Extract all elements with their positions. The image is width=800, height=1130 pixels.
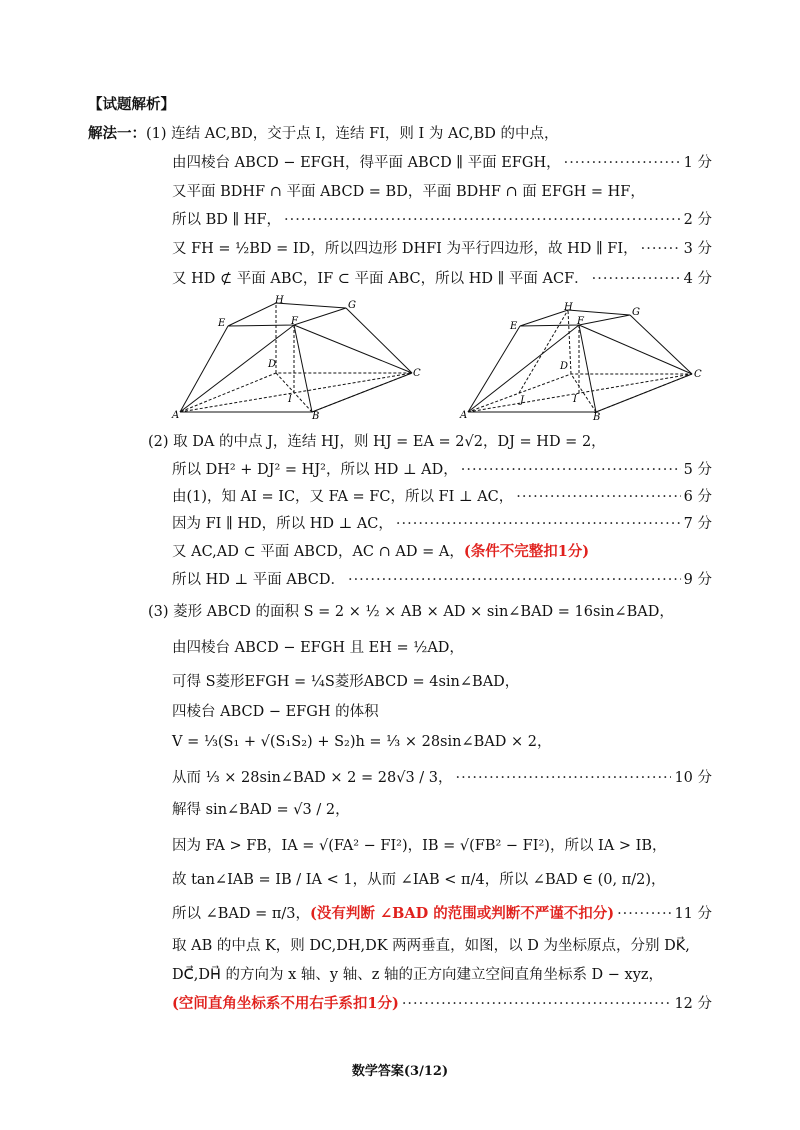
part2-step-1: [172, 460, 712, 480]
part1-lead-line: [88, 124, 559, 144]
step-text: 又平面 BDHF ∩ 平面 ABCD = BD，平面 BDHF ∩ 面 EFGH = HF，: [172, 184, 645, 200]
step-text: 又 HD ⊄ 平面 ABC，IF ⊂ 平面 ABC，所以 HD ∥ 平面 ACF．: [172, 271, 589, 287]
label-D: D: [560, 361, 569, 372]
step-text: 所以 DH² + DJ² = HJ²，所以 HD ⊥ AD，: [172, 462, 458, 478]
part3-line: 故 tan∠IAB = IB / IA < 1，从而 ∠IAB < π/4，所以 ∠BAD ∈ (0, π/2)，: [172, 872, 666, 888]
step-points: 7 分: [683, 516, 712, 532]
part1-step-2: [172, 182, 712, 202]
leader-dots: [461, 460, 681, 480]
part3-line: 可得 S菱形EFGH = ¼S菱形ABCD = 4sin∠BAD，: [172, 674, 520, 690]
part2-condition: [172, 542, 712, 562]
label-I: I: [288, 394, 292, 405]
step-points: 1 分: [683, 155, 712, 171]
label-E: E: [218, 318, 226, 329]
label-D: D: [268, 359, 277, 370]
part1-step-3: [172, 210, 712, 230]
step-note: (没有判断 ∠BAD 的范围或判断不严谨不扣分): [310, 905, 615, 922]
part1-step-5: [172, 269, 712, 289]
label-F: F: [577, 316, 584, 327]
part2-step-last: [172, 570, 712, 590]
step-text: 所以 HD ⊥ 平面 ABCD．: [172, 572, 345, 588]
label-B: B: [312, 411, 320, 422]
step-note: (空间直角坐标系不用右手系扣1分): [172, 995, 399, 1012]
part3-step-10: [172, 768, 712, 788]
label-I: I: [573, 394, 577, 405]
part3-step-12: [172, 994, 712, 1014]
leader-dots: [348, 570, 681, 590]
frustum-figure-2: [458, 295, 718, 423]
part2-step-2: [172, 487, 712, 507]
leader-dots: [402, 994, 672, 1014]
method-label: 解法一：: [88, 125, 146, 142]
leader-dots: [564, 153, 681, 173]
label-C: C: [413, 368, 421, 379]
step-text: 因为 FI ∥ HD，所以 HD ⊥ AC，: [172, 516, 393, 532]
label-H: H: [275, 295, 284, 306]
part3-line: 取 AB 的中点 K，则 DC,DH,DK 两两垂直，如图，以 D 为坐标原点，分别 DK⃗,: [172, 938, 690, 954]
step-points: 4 分: [683, 271, 712, 287]
part1-step-1: [172, 153, 712, 173]
label-C: C: [694, 369, 702, 380]
label-H: H: [564, 302, 573, 313]
step-points: 5 分: [683, 462, 712, 478]
step-points: 2 分: [683, 212, 712, 228]
condition-note: (条件不完整扣1分): [463, 543, 590, 560]
step-text: 由(1)，知 AI = IC，又 FA = FC，所以 FI ⊥ AC，: [172, 489, 514, 505]
leader-dots: [617, 904, 671, 924]
part3-line: DC⃗,DH⃗ 的方向为 x 轴、y 轴、z 轴的正方向建立空间直角坐标系 D − xyz，: [172, 967, 664, 983]
part1-step-4: [172, 239, 712, 259]
step-points: 11 分: [674, 906, 712, 922]
step-text: 所以 BD ∥ HF，: [172, 212, 282, 228]
step-text: 由四棱台 ABCD − EFGH，得平面 ABCD ∥ 平面 EFGH，: [172, 155, 561, 171]
step-points: 12 分: [674, 996, 712, 1012]
leader-dots: [516, 487, 680, 507]
leader-dots: [396, 514, 681, 534]
section-title: 【试题解析】: [88, 96, 175, 113]
leader-dots: [641, 239, 681, 259]
step-points: 10 分: [674, 770, 712, 786]
step-text: 又 FH = ½BD = ID，所以四边形 DHFI 为平行四边形，故 HD ∥ FI，: [172, 241, 638, 257]
label-J: J: [520, 395, 525, 406]
label-A: A: [460, 410, 468, 421]
leader-dots: [592, 269, 681, 289]
step-points: 9 分: [683, 572, 712, 588]
condition-text: 又 AC,AD ⊂ 平面 ABCD，AC ∩ AD = A，: [172, 544, 464, 560]
step-text: 所以 ∠BAD = π/3，: [172, 906, 311, 922]
part3-line: V = ⅓(S₁ + √(S₁S₂) + S₂)h = ⅓ × 28sin∠BAD × 2，: [172, 734, 552, 750]
frustum-figure-1: [170, 295, 430, 423]
part2-step-3: [172, 514, 712, 534]
label-F: F: [291, 316, 298, 327]
part3-line: 因为 FA > FB，IA = √(FA² − FI²)，IB = √(FB² − FI²)，所以 IA > IB，: [172, 838, 667, 854]
part3-line: 解得 sin∠BAD = √3 / 2，: [172, 802, 350, 818]
page-footer: 数学答案(3/12): [351, 1064, 449, 1079]
label-G: G: [348, 300, 356, 311]
part3-line: 四棱台 ABCD − EFGH 的体积: [172, 704, 379, 720]
leader-dots: [284, 210, 681, 230]
label-E: E: [510, 321, 518, 332]
part3-lead: (3) 菱形 ABCD 的面积 S = 2 × ½ × AB × AD × sin∠BAD = 16sin∠BAD，: [148, 604, 674, 620]
label-G: G: [632, 307, 640, 318]
label-A: A: [172, 410, 180, 421]
step-points: 3 分: [683, 241, 712, 257]
leader-dots: [456, 768, 672, 788]
label-B: B: [593, 412, 601, 423]
step-points: 6 分: [683, 489, 712, 505]
part3-line: 由四棱台 ABCD − EFGH 且 EH = ½AD，: [172, 640, 464, 656]
step-text: 从而 ⅓ × 28sin∠BAD × 2 = 28√3 / 3，: [172, 770, 453, 786]
part2-lead: (2) 取 DA 的中点 J，连结 HJ，则 HJ = EA = 2√2，DJ = HD = 2，: [148, 434, 606, 450]
part1-lead: (1) 连结 AC,BD，交于点 I，连结 FI，则 I 为 AC,BD 的中点，: [146, 126, 559, 142]
part3-step-11: [172, 904, 712, 924]
